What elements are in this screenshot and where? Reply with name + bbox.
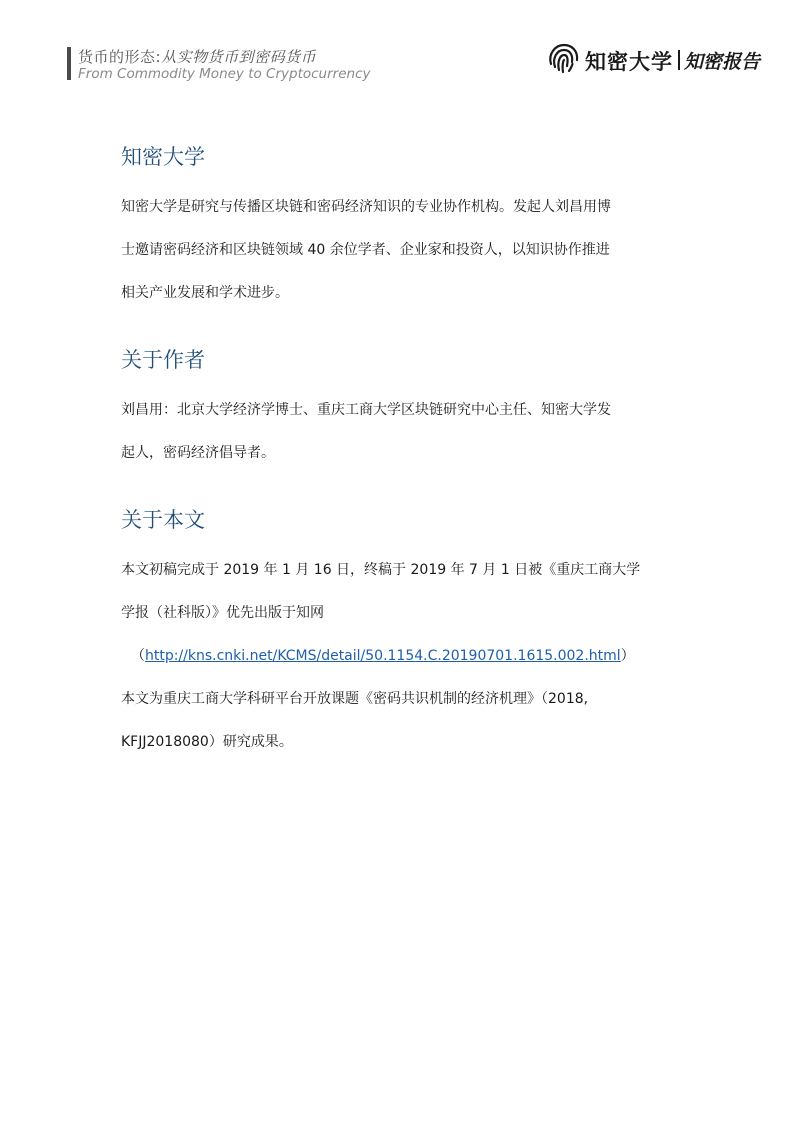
- fingerprint-icon: [545, 40, 581, 76]
- cnki-link[interactable]: http://kns.cnki.net/KCMS/detail/50.1154.C.20190701.1615.002.html: [145, 648, 621, 664]
- section-title: 知密大学: [121, 145, 205, 169]
- link-close-paren: ）: [620, 648, 635, 664]
- section-title: 关于作者: [121, 348, 205, 372]
- paragraph-line: 本文为重庆工商大学科研平台开放课题《密码共识机制的经济机理》（2018,: [121, 691, 589, 707]
- header-title-english: From Commodity Money to Cryptocurrency: [78, 66, 371, 82]
- header-title: [78, 46, 316, 67]
- paragraph-line: 学报（社科版）》优先出版于知网: [121, 605, 324, 621]
- paragraph-line: 知密大学是研究与传播区块链和密码经济知识的专业协作机构。发起人刘昌用博: [121, 199, 611, 215]
- paragraph-line: 起人，密码经济倡导者。: [121, 445, 275, 461]
- page-header: [0, 0, 793, 100]
- section-title: 关于本文: [121, 508, 205, 532]
- header-title-separator: :: [155, 48, 162, 66]
- logo-divider: [678, 50, 680, 70]
- logo-report-label: 知密报告: [684, 51, 761, 73]
- paragraph-line: KFJJ2018080）研究成果。: [121, 734, 293, 750]
- logo-name: 知密大学: [585, 50, 673, 74]
- zhimi-logo: [545, 38, 761, 78]
- section-about-article: [121, 501, 681, 764]
- section-zhimi-university: [121, 138, 681, 315]
- section-about-author: [121, 341, 681, 475]
- link-open-paren: （: [131, 648, 145, 664]
- header-accent-bar: [67, 47, 71, 80]
- link-line: [121, 635, 681, 678]
- paragraph-line: 本文初稿完成于 2019 年 1 月 16 日，终稿于 2019 年 7 月 1 日被《重庆工商大学: [121, 562, 641, 578]
- paragraph-line: 刘昌用：北京大学经济学博士、重庆工商大学区块链研究中心主任、知密大学发: [121, 402, 611, 418]
- page-content: [121, 138, 681, 790]
- header-title-main: 货币的形态: [78, 48, 156, 66]
- header-title-sub: 从实物货币到密码货币: [161, 48, 317, 66]
- paragraph-line: 士邀请密码经济和区块链领域 40 余位学者、企业家和投资人，以知识协作推进: [121, 242, 610, 258]
- paragraph-line: 相关产业发展和学术进步。: [121, 285, 289, 301]
